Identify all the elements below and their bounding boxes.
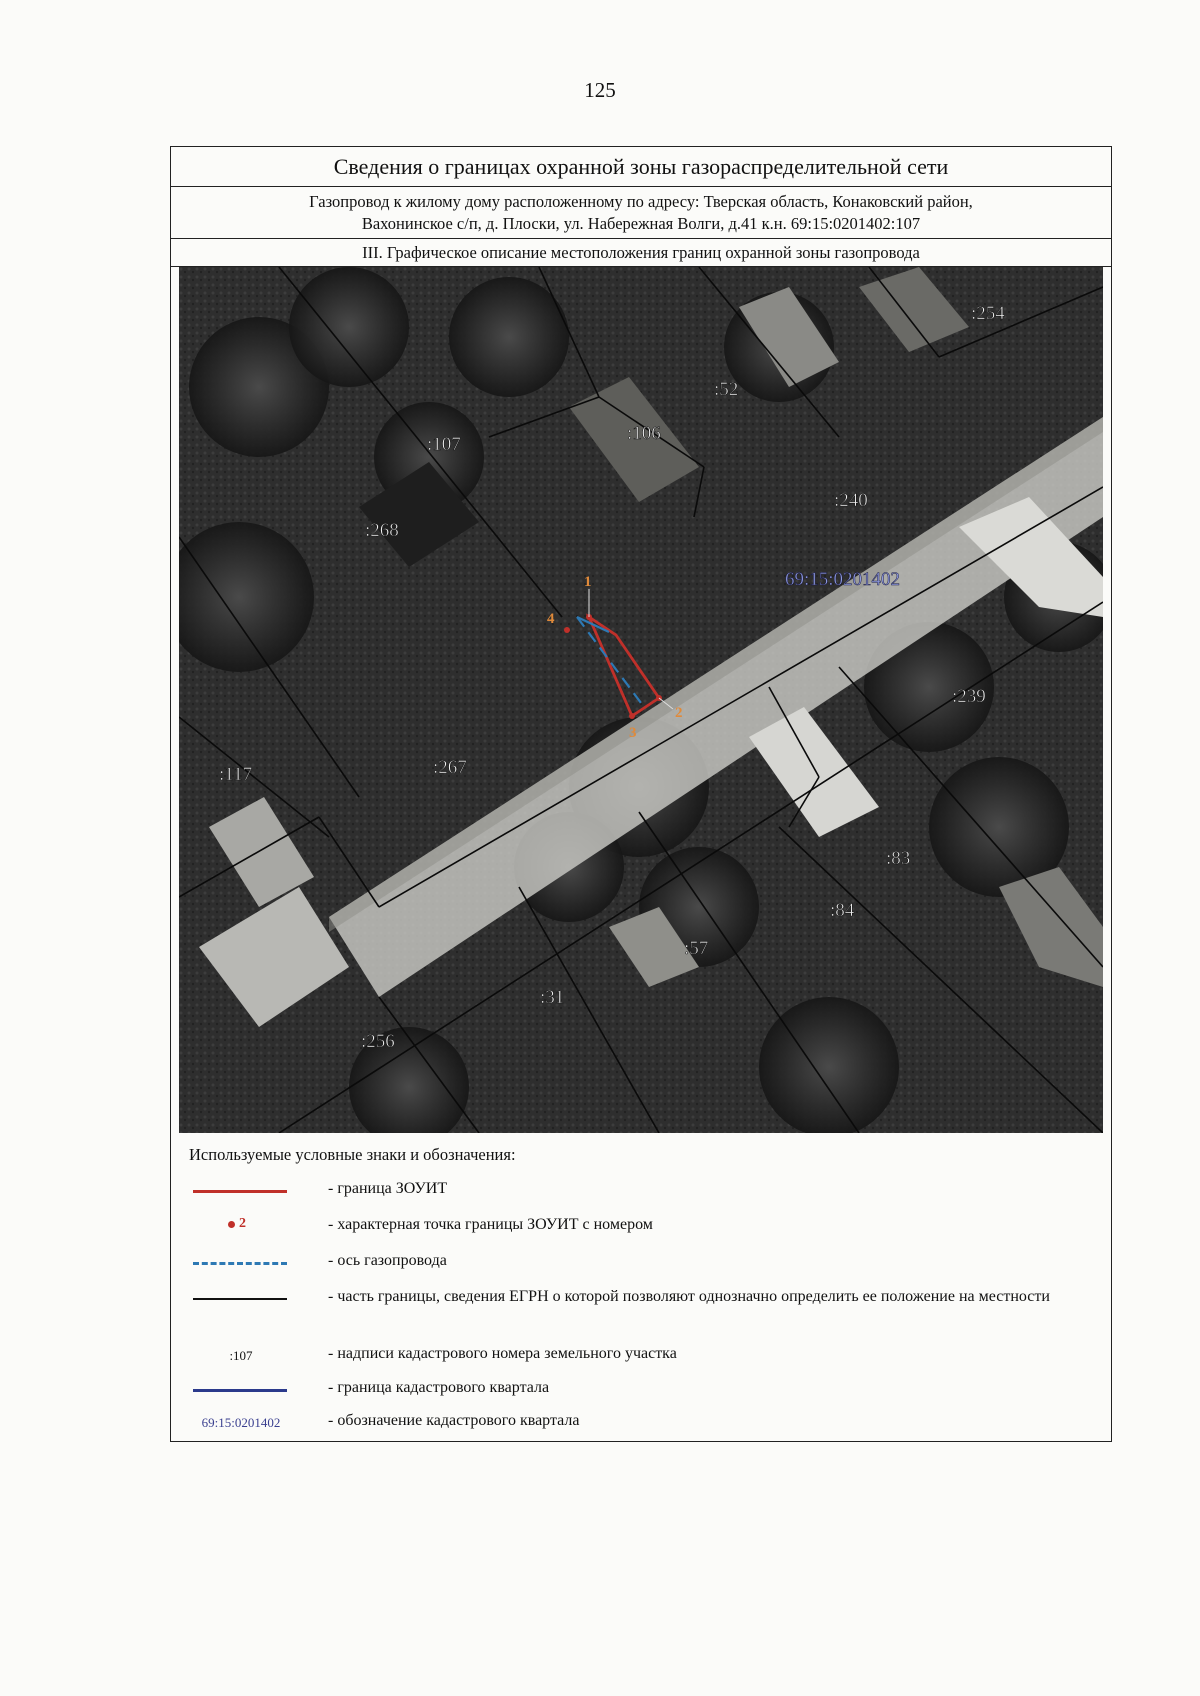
legend-item-parcel-label bbox=[171, 1342, 1111, 1372]
parcel-label-83: :83 bbox=[886, 848, 911, 869]
black-line-symbol bbox=[193, 1298, 287, 1300]
page-number: 125 bbox=[584, 78, 616, 102]
section-title: III. Графическое описание местоположения границ охранной зоны газопровода bbox=[171, 239, 1111, 267]
parcel-label-84: :84 bbox=[830, 900, 855, 921]
parcel-label-267: :267 bbox=[433, 757, 467, 778]
map-svg bbox=[179, 267, 1103, 1133]
parcel-label-106: :106 bbox=[627, 423, 661, 444]
point-marker-3 bbox=[629, 713, 635, 719]
point-label-1: 1 bbox=[584, 574, 592, 590]
parcel-label-symbol: :107 bbox=[229, 1348, 253, 1363]
dashed-line-symbol bbox=[193, 1262, 287, 1265]
legend-text: - надписи кадастрового номера земельного участка bbox=[328, 1345, 677, 1362]
aerial-map[interactable] bbox=[179, 267, 1103, 1133]
parcel-label-254: :254 bbox=[971, 303, 1005, 324]
quarter-label: 69:15:0201402 bbox=[785, 569, 901, 590]
legend-text: - обозначение кадастрового квартала bbox=[328, 1412, 580, 1429]
legend-item-zouit-boundary bbox=[171, 1177, 1111, 1207]
point-marker-4 bbox=[564, 627, 570, 633]
point-symbol bbox=[228, 1221, 235, 1228]
legend-item-gas-axis bbox=[171, 1249, 1111, 1279]
document-frame bbox=[170, 146, 1112, 1442]
quarter-label-symbol: 69:15:0201402 bbox=[201, 1415, 281, 1430]
legend-item-point bbox=[171, 1213, 1111, 1243]
legend-text: - граница кадастрового квартала bbox=[328, 1379, 550, 1396]
legend-item-quarter-label bbox=[171, 1409, 1111, 1439]
parcel-label-117: :117 bbox=[219, 764, 253, 785]
red-line-symbol bbox=[193, 1190, 287, 1193]
blue-line-symbol bbox=[193, 1389, 287, 1392]
parcel-label-57: :57 bbox=[684, 938, 709, 959]
point-label-4: 4 bbox=[547, 611, 555, 627]
parcel-label-52: :52 bbox=[714, 379, 739, 400]
parcel-label-107: :107 bbox=[427, 434, 461, 455]
address-line-1: Газопровод к жилому дому расположенному по адресу: Тверская область, Конаковский район, bbox=[309, 192, 973, 211]
legend-text: - граница ЗОУИТ bbox=[328, 1180, 448, 1197]
parcel-label-239: :239 bbox=[952, 686, 986, 707]
legend-item-egrn-boundary bbox=[171, 1285, 1111, 1337]
parcel-label-256: :256 bbox=[361, 1031, 395, 1052]
legend-text: - ось газопровода bbox=[328, 1252, 447, 1269]
legend-text: - характерная точка границы ЗОУИТ с номером bbox=[328, 1216, 653, 1233]
legend-text: - часть границы, сведения ЕГРН о которой позволяют однозначно определить ее положение на местности bbox=[328, 1288, 1050, 1305]
object-address bbox=[171, 187, 1111, 239]
point-label-3: 3 bbox=[629, 725, 637, 741]
address-line-2: Вахонинское с/п, д. Плоски, ул. Набережная Волги, д.41 к.н. 69:15:0201402:107 bbox=[361, 214, 921, 233]
legend-title: Используемые условные знаки и обозначения: bbox=[189, 1145, 516, 1164]
point-symbol-number: 2 bbox=[239, 1216, 246, 1231]
legend-item-quarter-boundary bbox=[171, 1376, 1111, 1406]
parcel-label-240: :240 bbox=[834, 490, 868, 511]
parcel-label-268: :268 bbox=[365, 520, 399, 541]
document-title: Сведения о границах охранной зоны газораспределительной сети bbox=[171, 147, 1111, 187]
parcel-label-31: :31 bbox=[540, 987, 565, 1008]
point-label-2: 2 bbox=[675, 705, 683, 721]
